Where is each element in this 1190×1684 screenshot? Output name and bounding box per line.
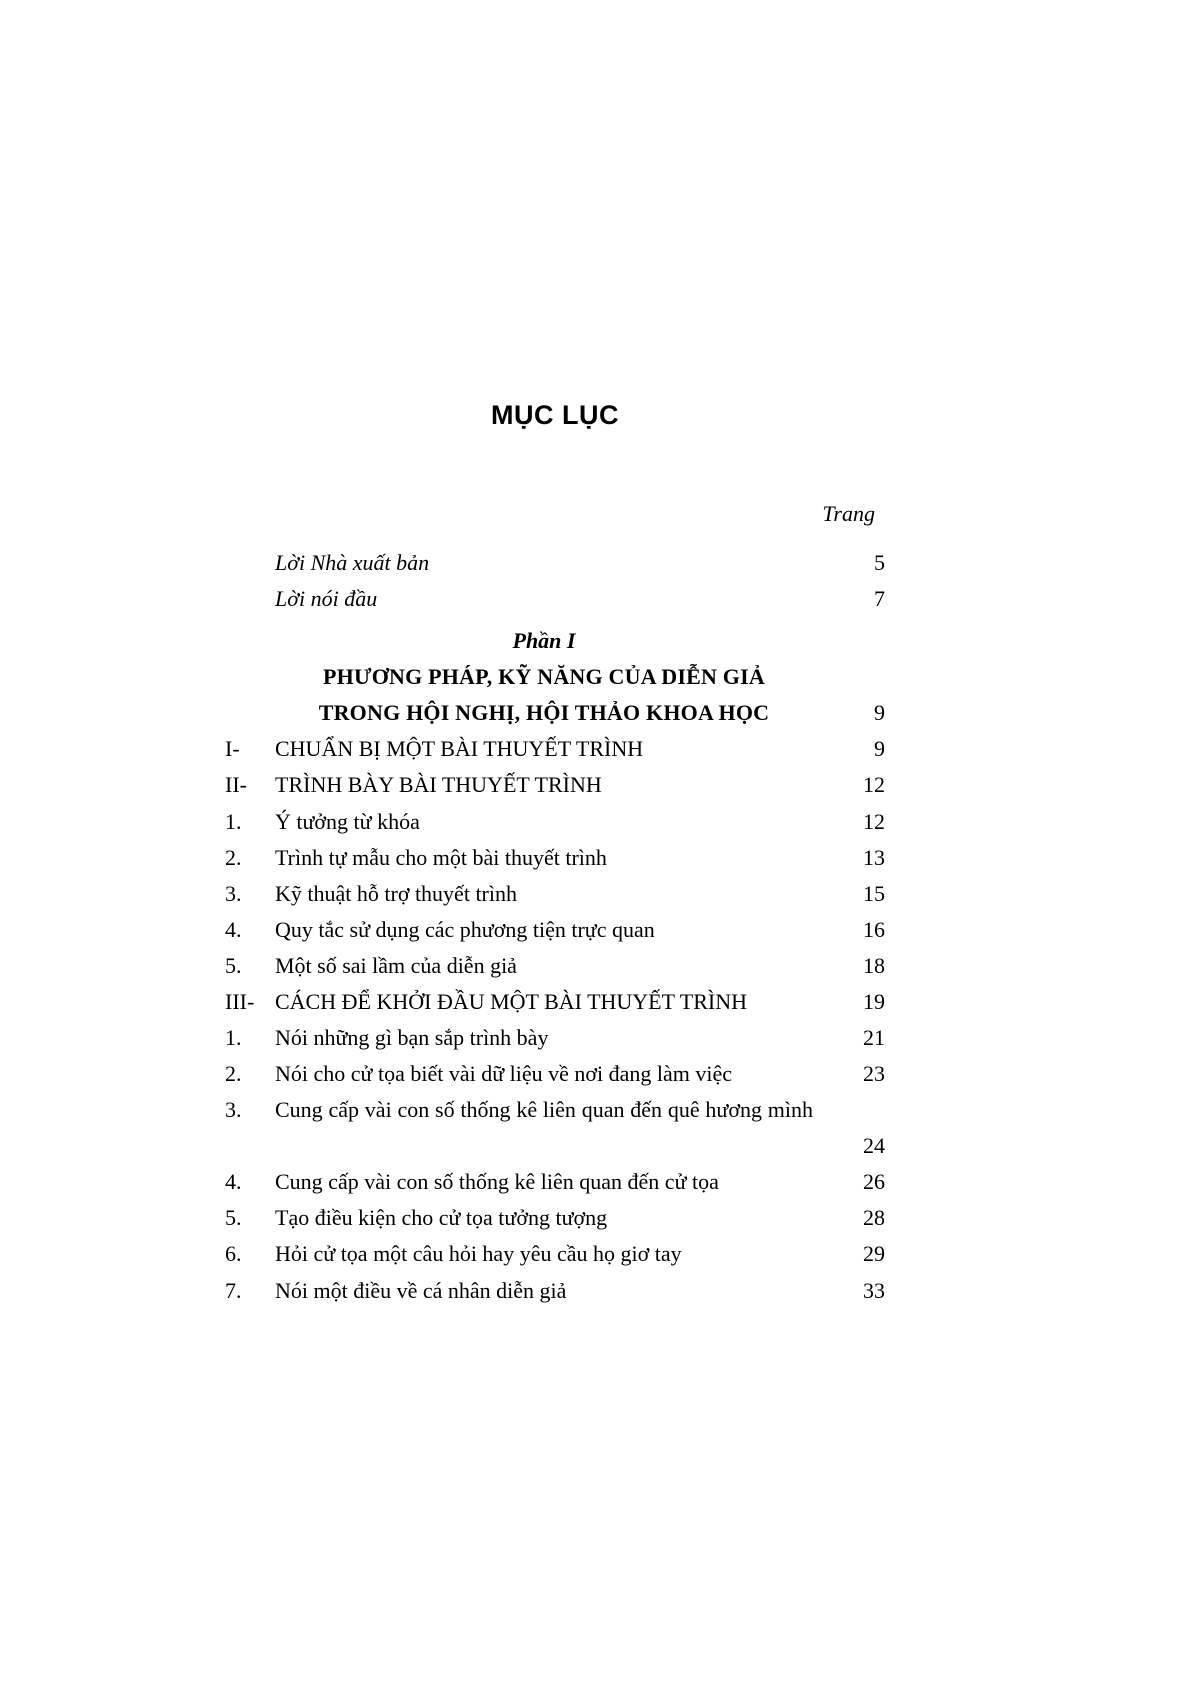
toc-entry-page: 21 xyxy=(863,1025,885,1051)
toc-entry-label: Kỹ thuật hỗ trợ thuyết trình xyxy=(275,880,517,906)
toc-number: 3. xyxy=(225,880,242,906)
toc-entry-page: 9 xyxy=(874,736,885,762)
toc-entry-page: 18 xyxy=(863,952,885,978)
toc-row xyxy=(225,804,885,840)
toc-row-part-heading-2 xyxy=(225,695,885,731)
toc-number xyxy=(225,581,275,617)
toc-entry-page: 24 xyxy=(863,1133,885,1159)
toc-row-front-1 xyxy=(225,581,885,617)
toc-entry-page: 7 xyxy=(874,586,885,612)
toc-number: 4. xyxy=(225,1169,242,1195)
toc-number: 1. xyxy=(225,1025,242,1051)
toc-entry-label: Quy tắc sử dụng các phương tiện trực quan xyxy=(275,916,655,942)
toc-number: 3. xyxy=(225,1097,242,1123)
toc-row xyxy=(225,840,885,876)
toc-entry-label: Cung cấp vài con số thống kê liên quan đến quê hương mình xyxy=(275,1097,813,1123)
toc-entry-label: Nói cho cử tọa biết vài dữ liệu về nơi đang làm việc xyxy=(275,1061,733,1087)
toc-entry-label: Cung cấp vài con số thống kê liên quan đến cử tọa xyxy=(275,1169,719,1195)
toc-number: 5. xyxy=(225,952,242,978)
toc-entry-label: Trình tự mẫu cho một bài thuyết trình xyxy=(275,844,607,870)
toc-entry-label: Nói một điều về cá nhân diễn giả xyxy=(275,1277,567,1303)
table-of-contents xyxy=(225,545,885,1309)
toc-row xyxy=(225,876,885,912)
toc-entry-page: 13 xyxy=(863,844,885,870)
toc-row xyxy=(225,912,885,948)
toc-row xyxy=(225,1200,885,1236)
toc-number: 2. xyxy=(225,844,242,870)
toc-entry-label: TRÌNH BÀY BÀI THUYẾT TRÌNH xyxy=(275,772,602,798)
toc-row xyxy=(225,1236,885,1272)
page-column-label: Trang xyxy=(822,501,875,526)
toc-row-part-label xyxy=(225,617,885,659)
page-title: MỤC LỤC xyxy=(491,400,619,430)
toc-row xyxy=(225,731,885,767)
part-heading-line2: TRONG HỘI NGHỊ, HỘI THẢO KHOA HỌC xyxy=(318,700,770,726)
toc-entry-label: Lời nói đầu xyxy=(275,586,378,612)
toc-entry-label: Ý tưởng từ khóa xyxy=(275,808,420,834)
toc-entry-page: 12 xyxy=(863,772,885,798)
toc-entry-page: 19 xyxy=(863,988,885,1014)
toc-number: I- xyxy=(225,736,240,762)
toc-number: III- xyxy=(225,988,255,1014)
toc-entry-page: 16 xyxy=(863,916,885,942)
toc-entry-label: CÁCH ĐỂ KHỞI ĐẦU MỘT BÀI THUYẾT TRÌNH xyxy=(275,988,747,1014)
toc-row xyxy=(225,1020,885,1056)
part-label: Phần I xyxy=(512,628,576,654)
toc-row-part-heading-1 xyxy=(225,659,885,695)
toc-entry-page: 23 xyxy=(863,1061,885,1087)
toc-number: 5. xyxy=(225,1205,242,1231)
toc-row xyxy=(225,1164,885,1200)
toc-number: II- xyxy=(225,772,247,798)
toc-entry-page: 29 xyxy=(863,1241,885,1267)
toc-entry-label: Một số sai lầm của diễn giả xyxy=(275,952,517,978)
toc-number: 6. xyxy=(225,1241,242,1267)
toc-number xyxy=(225,545,275,581)
toc-entry-label: Nói những gì bạn sắp trình bày xyxy=(275,1025,549,1051)
toc-row xyxy=(225,948,885,984)
toc-entry-label: Lời Nhà xuất bản xyxy=(275,550,430,575)
toc-entry-page: 33 xyxy=(863,1277,885,1303)
toc-row-continuation xyxy=(225,1128,885,1164)
toc-entry-label: Tạo điều kiện cho cử tọa tưởng tượng xyxy=(275,1205,608,1231)
part-page: 9 xyxy=(874,700,885,726)
toc-row xyxy=(225,767,885,803)
toc-entry-label: Hỏi cử tọa một câu hỏi hay yêu cầu họ giơ tay xyxy=(275,1241,682,1267)
toc-row xyxy=(225,1092,885,1128)
toc-row xyxy=(225,1056,885,1092)
toc-number: 2. xyxy=(225,1061,242,1087)
toc-entry-page: 28 xyxy=(863,1205,885,1231)
toc-content xyxy=(225,400,885,1309)
toc-number: 4. xyxy=(225,916,242,942)
part-heading-line1: PHƯƠNG PHÁP, KỸ NĂNG CỦA DIỄN GIẢ xyxy=(323,664,765,690)
toc-row xyxy=(225,984,885,1020)
toc-row xyxy=(225,1273,885,1309)
toc-entry-label: CHUẨN BỊ MỘT BÀI THUYẾT TRÌNH xyxy=(275,736,644,762)
toc-entry-page xyxy=(827,1092,885,1128)
toc-entry-page: 12 xyxy=(863,808,885,834)
toc-number: 7. xyxy=(225,1277,242,1303)
toc-entry-page: 5 xyxy=(874,550,885,575)
toc-entry-page: 15 xyxy=(863,880,885,906)
toc-entry-page: 26 xyxy=(863,1169,885,1195)
toc-row-front-0 xyxy=(225,545,885,581)
toc-number: 1. xyxy=(225,808,242,834)
